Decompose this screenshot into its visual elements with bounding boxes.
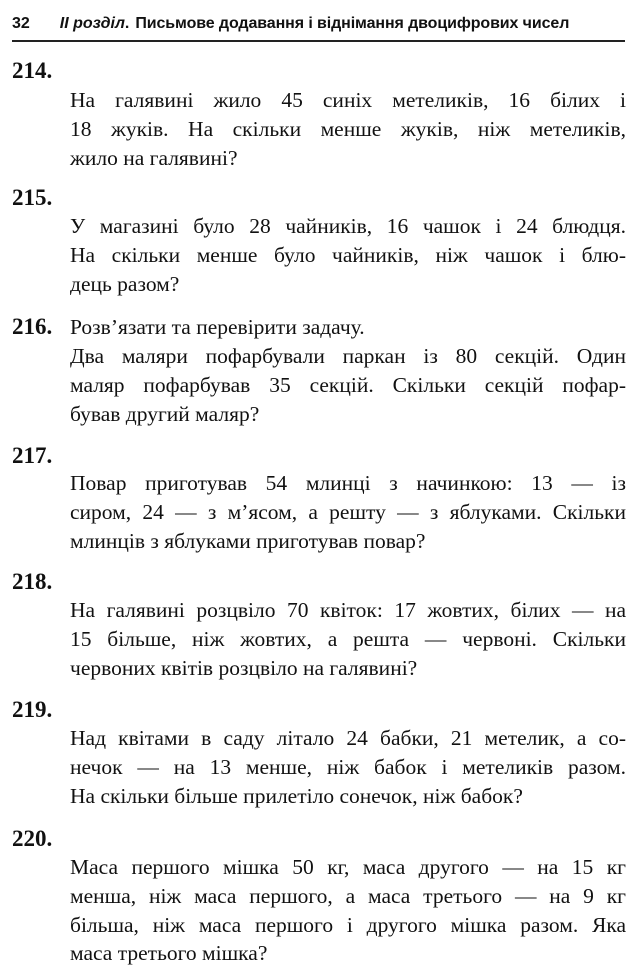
chapter-title: Письмове додавання і віднімання двоцифрових чисел xyxy=(135,15,570,32)
problem-text-line: На галявині жило 45 синіх метеликів, 16 білих і xyxy=(70,88,626,112)
problem-text-line: На галявині розцвіло 70 квіток: 17 жовтих, білих — на xyxy=(70,598,626,622)
problem-text-line: На скільки більше прилетіло сонечок, ніж бабок? xyxy=(70,784,523,808)
page-header xyxy=(12,8,625,42)
problem-text-line: маляр пофарбував 35 секцій. Скільки секцій пофар- xyxy=(70,373,626,397)
problem-text-line: 15 більше, ніж жовтих, а решта — червоні. Скільки xyxy=(70,627,626,651)
problem-number: 219. xyxy=(12,697,53,722)
problem-number: 216. xyxy=(12,314,53,339)
problem-text-line: жило на галявині? xyxy=(70,146,238,170)
problem-number: 215. xyxy=(12,185,53,210)
problem-instruction: Розв’язати та перевірити задачу. xyxy=(70,315,365,339)
problem-text-line: У магазині було 28 чайників, 16 чашок і 24 блюдця. xyxy=(70,214,626,238)
problem-text-line: Над квітами в саду літало 24 бабки, 21 метелик, а со- xyxy=(70,726,626,750)
problem-text-line: бував другий маляр? xyxy=(70,402,260,426)
section-separator: . xyxy=(124,15,130,32)
problem-text-line: млинців з яблуками приготував повар? xyxy=(70,529,426,553)
problem-text-line: маса третього мішка? xyxy=(70,941,268,965)
problem-number: 214. xyxy=(12,58,53,83)
problem-number: 217. xyxy=(12,443,53,468)
problem-number: 220. xyxy=(12,826,53,851)
problem-text-line: червоних квітів розцвіло на галявині? xyxy=(70,656,418,680)
problem-number: 218. xyxy=(12,569,53,594)
problem-text-line: Маса першого мішка 50 кг, маса другого — на 15 кг xyxy=(70,855,626,879)
section-label: II розділ xyxy=(59,15,125,32)
problem-text-line: сиром, 24 — з м’ясом, а решту — з яблуками. Скільки xyxy=(70,500,626,524)
problem-text-line: Повар приготував 54 млинці з начинкою: 13 — із xyxy=(70,471,626,495)
problem-text-line: нечок — на 13 менше, ніж бабок і метеликів разом. xyxy=(70,755,626,779)
problem-text-line: 18 жуків. На скільки менше жуків, ніж метеликів, xyxy=(70,117,626,141)
problem-text-line: дець разом? xyxy=(70,272,180,296)
problem-text-line: На скільки менше було чайників, ніж чашок і блю- xyxy=(70,243,626,267)
problem-text-line: менша, ніж маса першого, а маса третього — на 9 кг xyxy=(70,884,626,908)
problem-text-line: Два маляри пофарбували паркан із 80 секцій. Один xyxy=(70,344,626,368)
problem-text-line: більша, ніж маса першого і другого мішка разом. Яка xyxy=(70,913,626,937)
page-number: 32 xyxy=(12,15,30,32)
